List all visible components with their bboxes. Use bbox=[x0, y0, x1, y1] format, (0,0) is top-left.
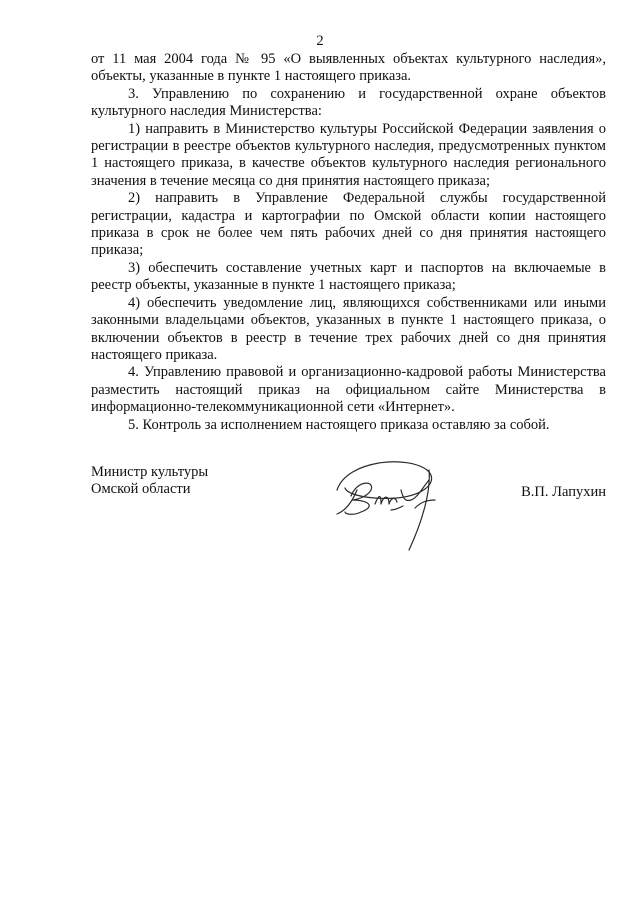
paragraph-subitem-1: 1) направить в Министерство культуры Российской Федерации заявления о регистрации в реестре объектов культурного наследия, предусмотренных пунктом 1 настоящего приказа, в качестве объектов культурного наследия регионального значения в течение месяца со дня принятия настоящего приказа; bbox=[91, 120, 606, 189]
signer-title-line2: Омской области bbox=[91, 481, 191, 498]
handwritten-signature bbox=[317, 450, 457, 560]
signer-title bbox=[91, 464, 208, 499]
paragraph-item-4: 4. Управлению правовой и организационно-кадровой работы Министерства разместить настоящий приказ на официальном сайте Министерства в информационно-телекоммуникационной сети «Интернет». bbox=[91, 364, 606, 416]
signer-title-line1: Министр культуры bbox=[91, 464, 209, 480]
paragraph-item-3: 3. Управлению по сохранению и государственной охране объектов культурного наследия Министерства: bbox=[91, 85, 606, 120]
page-number: 2 bbox=[316, 33, 324, 49]
signature-block bbox=[91, 464, 606, 564]
document-body bbox=[91, 51, 606, 434]
paragraph-subitem-3: 3) обеспечить составление учетных карт и паспортов на включаемые в реестр объекты, указанные в пункте 1 настоящего приказа; bbox=[91, 259, 606, 294]
paragraph-item-5: 5. Контроль за исполнением настоящего приказа оставляю за собой. bbox=[128, 416, 550, 433]
paragraph-subitem-2: 2) направить в Управление Федеральной службы государственной регистрации, кадастра и картографии по Омской области копии настоящего приказа в срок не более чем пять рабочих дней со дня принятия настоящего приказа; bbox=[91, 190, 606, 259]
signer-name: В.П. Лапухин bbox=[521, 484, 606, 500]
paragraph-continuation: от 11 мая 2004 года № 95 «О выявленных объектах культурного наследия», объекты, указанные в пункте 1 настоящего приказа. bbox=[91, 51, 606, 85]
paragraph-subitem-4: 4) обеспечить уведомление лиц, являющихся собственниками или иными законными владельцами объектов, указанных в пункте 1 настоящего приказа, о включении объектов в реестр в течение трех рабочих дней со дня принятия настоящего приказа. bbox=[91, 294, 606, 363]
